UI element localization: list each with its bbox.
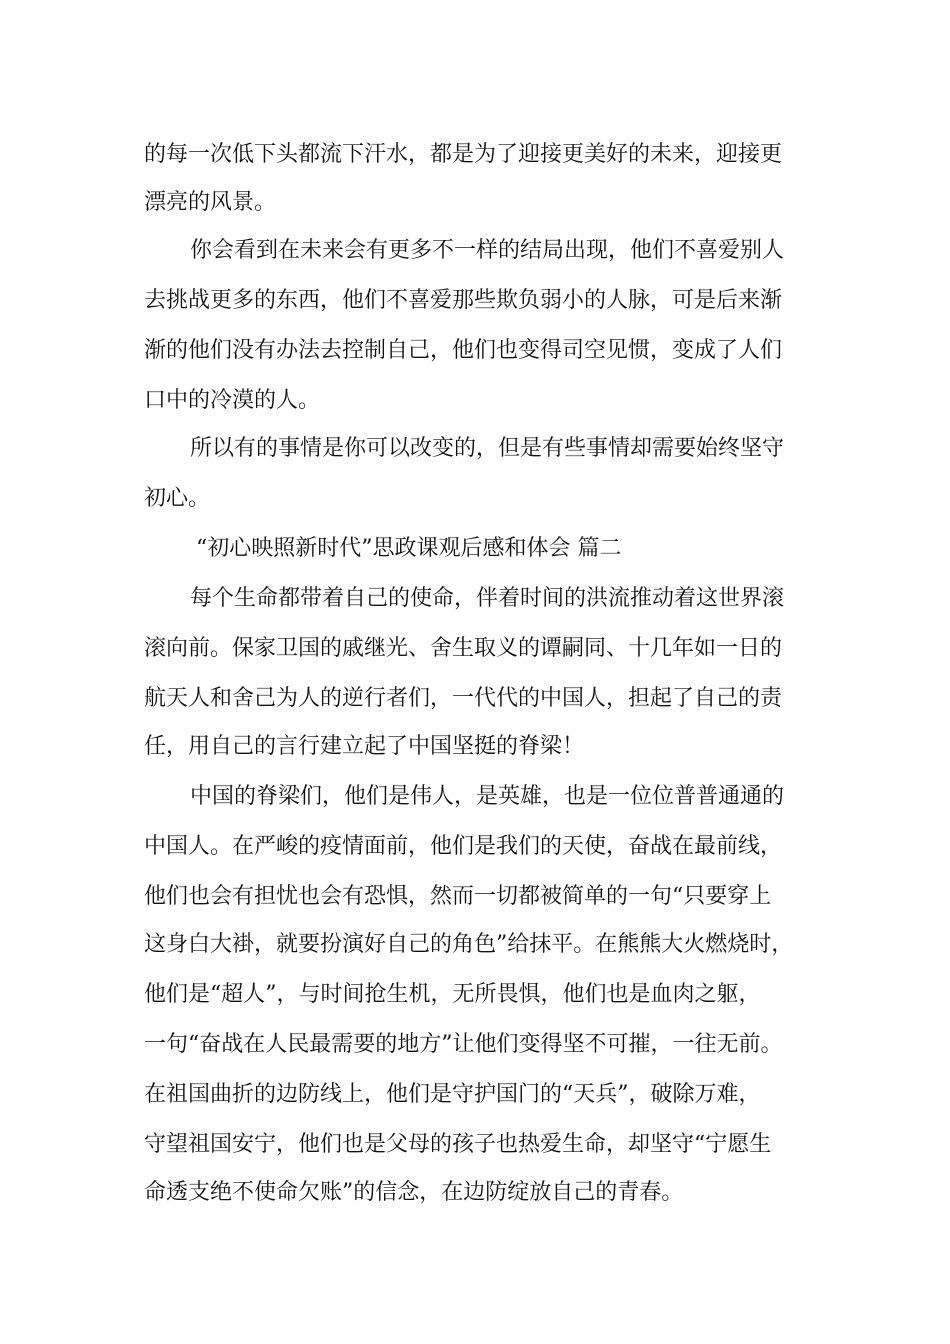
paragraph-line: 的每一次低下头都流下汗水，都是为了迎接更美好的未来，迎接更 [144, 142, 783, 167]
paragraph-line: 你会看到在未来会有更多不一样的结局出现，他们不喜爱别人 [190, 238, 785, 263]
paragraph-line: 航天人和舍己为人的逆行者们，一代代的中国人，担起了自己的责 [144, 686, 783, 711]
paragraph-line: 所以有的事情是你可以改变的，但是有些事情却需要始终坚守 [190, 436, 785, 461]
paragraph-line: 中国人。在严峻的疫情面前，他们是我们的天使，奋战在最前线， [144, 834, 783, 859]
paragraph-line: 口中的冷漠的人。 [144, 388, 321, 413]
paragraph-line: 命透支绝不使命欠账”的信念，在边防绽放自己的青春。 [144, 1180, 684, 1205]
section-heading: “初心映照新时代”思政课观后感和体会 篇二 [196, 536, 622, 561]
paragraph-line: 一句“奋战在人民最需要的地方”让他们变得坚不可摧，一往无前。 [144, 1032, 783, 1057]
paragraph-line: 他们是“超人”，与时间抢生机，无所畏惧，他们也是血肉之躯， [144, 982, 761, 1007]
paragraph-line: 每个生命都带着自己的使命，伴着时间的洪流推动着这世界滚 [190, 586, 785, 611]
paragraph-line: 初心。 [144, 486, 211, 511]
paragraph-line: 守望祖国安宁，他们也是父母的孩子也热爱生命，却坚守“宁愿生 [144, 1132, 772, 1157]
paragraph-line: 漂亮的风景。 [144, 190, 277, 215]
paragraph-line: 他们也会有担忧也会有恐惧，然而一切都被简单的一句“只要穿上 [144, 884, 772, 909]
paragraph-line: 中国的脊梁们，他们是伟人，是英雄，也是一位位普普通通的 [190, 784, 785, 809]
paragraph-line: 去挑战更多的东西，他们不喜爱那些欺负弱小的人脉，可是后来渐 [144, 288, 783, 313]
paragraph-line: 这身白大褂，就要扮演好自己的角色”给抹平。在熊熊大火燃烧时， [144, 932, 794, 957]
paragraph-line: 滚向前。保家卫国的戚继光、舍生取义的谭嗣同、十几年如一日的 [144, 636, 783, 661]
paragraph-line: 任，用自己的言行建立起了中国坚挺的脊梁！ [144, 734, 585, 759]
paragraph-line: 在祖国曲折的边防线上，他们是守护国门的“天兵”，破除万难， [144, 1082, 761, 1107]
paragraph-line: 渐的他们没有办法去控制自己，他们也变得司空见惯，变成了人们 [144, 338, 783, 363]
